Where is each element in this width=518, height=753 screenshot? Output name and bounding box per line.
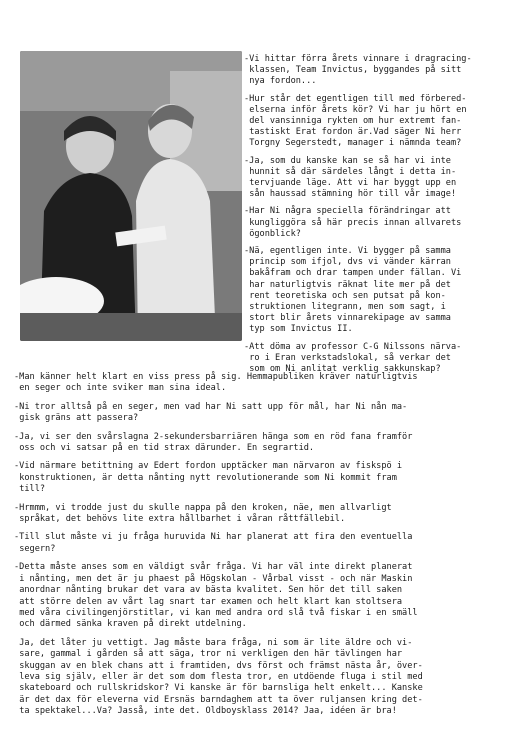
paragraph: -Till slut måste vi ju fråga huruvida Ni har planerat att fira den eventuella segern? [14,532,413,554]
photo [20,51,242,341]
paragraph: -Vi hittar förra årets vinnare i dragracing- klassen, Team Invictus, byggandes på sitt nya fordon... [244,54,472,87]
paragraph: -Hrmmm, vi trodde just du skulle nappa på den kroken, näe, men allvarligt språkat, det behövs lite extra hållbarhet i våran råttfällebil. [14,502,392,525]
paragraph: -Detta måste anses som en väldigt svår fråga. Vi har väl inte direkt planerat i nånting, men det är ju phaest på Högskolan - Vårbal visst - och när Maskin anordnar nånting brukar det vara av bästa kvalitet. Sen hör det till saken att större delen av vårt lag snart tar examen och helt klart kan stoltsera med våra civilingenjörstitlar, vi kan med andra ord slå två fiskar i en smäll och därmed sänka kraven på direkt utdelning. [14,562,418,630]
interview-bottom-column [14,372,512,725]
paragraph: Ja, det låter ju vettigt. Jag måste bara fråga, ni som är lite äldre och vi- sare, gammal i gården så att säga, tror ni verkligen den här tävlingen har skuggan av en blek chans att i framtiden, dvs först och främst nästa år, över- leva sig själv, eller är det som dom flesta tror, en utdöende fluga i stil med skateboard och rullskridskor? Vi kanske är för barnsliga helt enkelt... Kanske är det dax för eleverna vid Ersnäs barndaghem att ta över ruljansen kring det- ta spektakel...Va? Jasså, inte det. Oldboysklass 2014? Jaa, idéen är bra! [19,637,423,717]
paragraph: -Ja, som du kanske kan se så har vi inte hunnit så där särdeles långt i detta in- tervjuande läge. Att vi har byggt upp en sån haussad stämning hör till vår image! [244,155,457,200]
paragraph: -Ni tror alltså på en seger, men vad har Ni satt upp för mål, har Ni nån ma- gisk gräns att passera? [14,401,408,424]
paragraph: -Nä, egentligen inte. Vi bygger på samma princip som ifjol, dvs vi vänder kärran bakåfram och drar tampen under fällan. Vi har naturligtvis räknat lite mer på det rent teoretiska och sen putsat på kon- struktionen litegrann, men som sagt, i stort blir årets vinnarekipage av samma typ som Invictus II. [244,246,462,335]
paragraph: -Ja, vi ser den svårslagna 2-sekundersbarriären hänga som en röd fana framför oss och vi satsar på en tid strax därunder. En segrartid. [14,431,413,454]
photo-of-two-people-icon [20,51,242,341]
paragraph: -Har Ni några speciella förändringar att kungliggöra så här precis innan allvarets ögonblick? [244,206,462,239]
interview-top-column [244,54,512,381]
paragraph: -Att döma av professor C-G Nilssons närva- ro i Eran verkstadslokal, så verkar det som om Ni anlitat verklig sakkunskap? [244,341,462,375]
paragraph: -Vid närmare betittning av Edert fordon upptäcker man närvaron av fiskspö i konstruktionen, är detta nånting nytt revolutionerande som Ni kommit fram till? [14,461,403,495]
paragraph: -Man känner helt klart en viss press på sig. Hemmapubliken kräver naturligtvis en seger och inte sviker man sina ideal. [14,372,418,394]
paragraph: -Hur står det egentligen till med förbered- elserna inför årets kör? Vi har ju hört en del vansinniga rykten om hur extremt fan- tastiskt Erat fordon är.Vad säger Ni herr Torgny Segerstedt, manager i nämnda team? [244,93,467,149]
